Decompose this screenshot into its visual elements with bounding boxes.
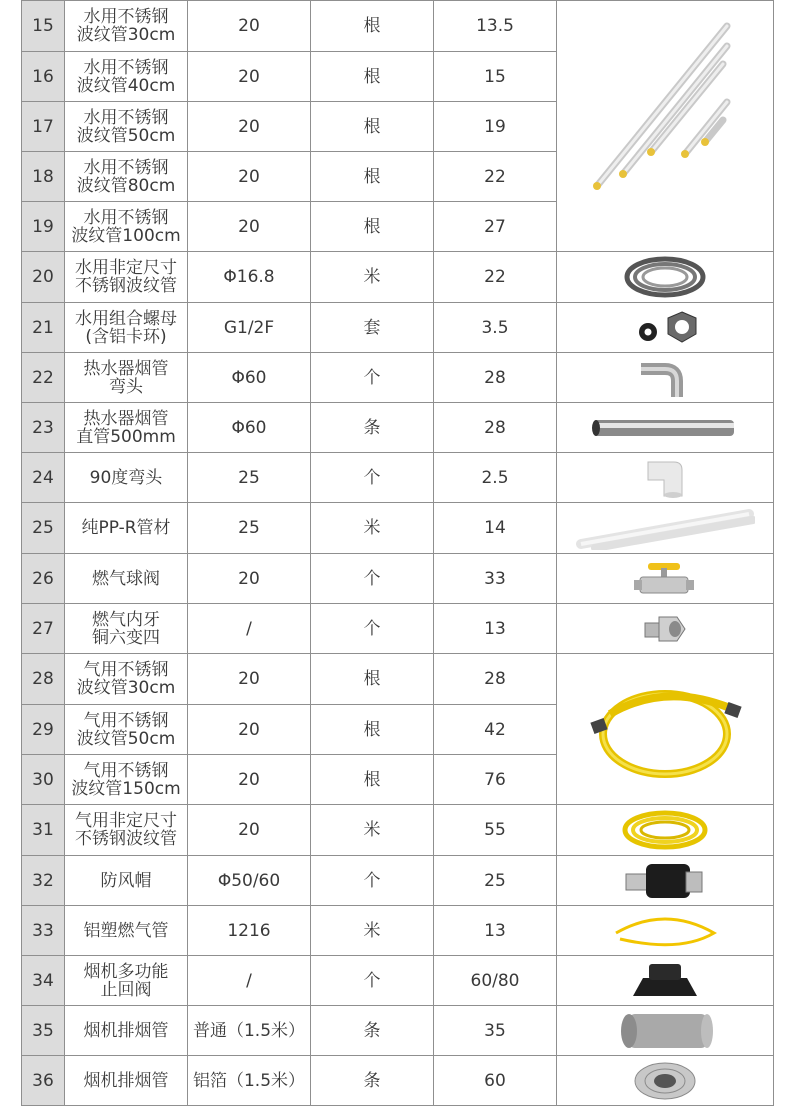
item-unit: 条 xyxy=(311,1056,434,1106)
product-image-check-valve xyxy=(557,956,774,1006)
item-number: 19 xyxy=(22,202,65,252)
item-spec: 20 xyxy=(188,654,311,705)
table-row xyxy=(22,252,774,303)
item-name: 水用非定尺寸 不锈钢波纹管 xyxy=(65,252,188,303)
item-number: 36 xyxy=(22,1056,65,1106)
item-price: 14 xyxy=(434,503,557,554)
brass-reducer-icon xyxy=(637,607,693,651)
table-row xyxy=(22,303,774,353)
item-name: 纯PP-R管材 xyxy=(65,503,188,554)
ppr-elbow-icon xyxy=(640,456,690,500)
item-number: 32 xyxy=(22,856,65,906)
item-price: 33 xyxy=(434,554,557,604)
item-price: 15 xyxy=(434,52,557,102)
item-price: 13 xyxy=(434,604,557,654)
item-price: 28 xyxy=(434,353,557,403)
item-price: 19 xyxy=(434,102,557,152)
price-table xyxy=(21,0,774,1106)
item-spec: 普通（1.5米） xyxy=(188,1006,311,1056)
product-image-flue-elbow xyxy=(557,353,774,403)
foil-exhaust-pipe-icon xyxy=(625,1058,705,1104)
item-unit: 条 xyxy=(311,1006,434,1056)
coiled-hose-icon xyxy=(620,255,710,299)
item-spec: 铝箔（1.5米） xyxy=(188,1056,311,1106)
table-row xyxy=(22,604,774,654)
table-row xyxy=(22,1,774,52)
item-spec: 25 xyxy=(188,503,311,554)
item-name: 燃气内牙 铜六变四 xyxy=(65,604,188,654)
item-name: 水用不锈钢 波纹管80cm xyxy=(65,152,188,202)
item-number: 20 xyxy=(22,252,65,303)
item-spec: G1/2F xyxy=(188,303,311,353)
item-unit: 根 xyxy=(311,755,434,805)
item-spec: Φ60 xyxy=(188,403,311,453)
item-name: 热水器烟管 直管500mm xyxy=(65,403,188,453)
item-unit: 个 xyxy=(311,856,434,906)
item-spec: Φ60 xyxy=(188,353,311,403)
table-row xyxy=(22,1006,774,1056)
item-price: 22 xyxy=(434,252,557,303)
item-name: 水用不锈钢 波纹管30cm xyxy=(65,1,188,52)
hex-nut-icon xyxy=(620,306,710,350)
item-name: 燃气球阀 xyxy=(65,554,188,604)
ppr-pipe-icon xyxy=(575,506,755,550)
flue-elbow-icon xyxy=(635,355,695,401)
item-number: 21 xyxy=(22,303,65,353)
item-number: 17 xyxy=(22,102,65,152)
item-unit: 套 xyxy=(311,303,434,353)
item-price: 76 xyxy=(434,755,557,805)
item-number: 28 xyxy=(22,654,65,705)
check-valve-icon xyxy=(625,958,705,1004)
item-price: 55 xyxy=(434,805,557,856)
table-row xyxy=(22,805,774,856)
item-number: 15 xyxy=(22,1,65,52)
item-number: 26 xyxy=(22,554,65,604)
stainless-corrugated-pipes-icon xyxy=(565,6,765,246)
item-price: 28 xyxy=(434,654,557,705)
table-row xyxy=(22,503,774,554)
yellow-gas-hose-icon xyxy=(580,664,750,794)
item-name: 水用不锈钢 波纹管100cm xyxy=(65,202,188,252)
item-spec: 20 xyxy=(188,755,311,805)
item-unit: 个 xyxy=(311,956,434,1006)
item-spec: 1216 xyxy=(188,906,311,956)
item-unit: 个 xyxy=(311,604,434,654)
product-image-ppr-pipe xyxy=(557,503,774,554)
wind-cap-icon xyxy=(620,858,710,904)
item-number: 18 xyxy=(22,152,65,202)
item-name: 烟机多功能 止回阀 xyxy=(65,956,188,1006)
product-image-wind-cap xyxy=(557,856,774,906)
item-price: 27 xyxy=(434,202,557,252)
item-spec: / xyxy=(188,604,311,654)
item-name: 烟机排烟管 xyxy=(65,1006,188,1056)
item-number: 16 xyxy=(22,52,65,102)
item-name: 90度弯头 xyxy=(65,453,188,503)
item-price: 42 xyxy=(434,705,557,755)
item-spec: 20 xyxy=(188,805,311,856)
item-number: 30 xyxy=(22,755,65,805)
item-spec: 20 xyxy=(188,152,311,202)
item-number: 22 xyxy=(22,353,65,403)
product-image-pvc-exhaust-pipe xyxy=(557,1006,774,1056)
aluminum-plastic-gas-pipe-icon xyxy=(610,913,720,949)
item-spec: Φ50/60 xyxy=(188,856,311,906)
item-price: 13.5 xyxy=(434,1,557,52)
item-spec: 20 xyxy=(188,1,311,52)
item-name: 气用不锈钢 波纹管50cm xyxy=(65,705,188,755)
table-row xyxy=(22,956,774,1006)
item-price: 60/80 xyxy=(434,956,557,1006)
item-number: 29 xyxy=(22,705,65,755)
item-spec: 20 xyxy=(188,554,311,604)
item-spec: 25 xyxy=(188,453,311,503)
item-spec: 20 xyxy=(188,705,311,755)
item-unit: 米 xyxy=(311,906,434,956)
item-number: 33 xyxy=(22,906,65,956)
table-row xyxy=(22,453,774,503)
item-spec: Φ16.8 xyxy=(188,252,311,303)
item-price: 28 xyxy=(434,403,557,453)
item-number: 25 xyxy=(22,503,65,554)
item-unit: 根 xyxy=(311,202,434,252)
item-unit: 根 xyxy=(311,102,434,152)
item-price: 35 xyxy=(434,1006,557,1056)
item-name: 铝塑燃气管 xyxy=(65,906,188,956)
table-row xyxy=(22,353,774,403)
item-spec: 20 xyxy=(188,202,311,252)
item-unit: 根 xyxy=(311,705,434,755)
item-number: 31 xyxy=(22,805,65,856)
item-price: 25 xyxy=(434,856,557,906)
item-price: 22 xyxy=(434,152,557,202)
product-image-stainless-pipes xyxy=(557,1,774,252)
table-row xyxy=(22,403,774,453)
product-image-yellow-gas-hose xyxy=(557,654,774,805)
item-number: 34 xyxy=(22,956,65,1006)
item-unit: 米 xyxy=(311,252,434,303)
item-unit: 米 xyxy=(311,503,434,554)
item-price: 3.5 xyxy=(434,303,557,353)
product-image-foil-exhaust-pipe xyxy=(557,1056,774,1106)
item-unit: 个 xyxy=(311,353,434,403)
item-name: 水用不锈钢 波纹管50cm xyxy=(65,102,188,152)
item-name: 防风帽 xyxy=(65,856,188,906)
item-unit: 个 xyxy=(311,453,434,503)
item-spec: 20 xyxy=(188,102,311,152)
product-image-aluminum-plastic-gas-pipe xyxy=(557,906,774,956)
item-unit: 条 xyxy=(311,403,434,453)
item-number: 27 xyxy=(22,604,65,654)
table-row xyxy=(22,906,774,956)
item-spec: 20 xyxy=(188,52,311,102)
item-unit: 根 xyxy=(311,52,434,102)
pvc-exhaust-pipe-icon xyxy=(615,1008,715,1054)
yellow-hose-coil-icon xyxy=(620,808,710,852)
item-price: 60 xyxy=(434,1056,557,1106)
product-image-brass-reducer xyxy=(557,604,774,654)
item-name: 气用不锈钢 波纹管150cm xyxy=(65,755,188,805)
item-name: 水用不锈钢 波纹管40cm xyxy=(65,52,188,102)
item-number: 24 xyxy=(22,453,65,503)
table-row xyxy=(22,856,774,906)
item-spec: / xyxy=(188,956,311,1006)
item-name: 气用非定尺寸 不锈钢波纹管 xyxy=(65,805,188,856)
product-image-coiled-hose xyxy=(557,252,774,303)
table-row xyxy=(22,554,774,604)
item-unit: 米 xyxy=(311,805,434,856)
product-image-hex-nut-set xyxy=(557,303,774,353)
item-name: 气用不锈钢 波纹管30cm xyxy=(65,654,188,705)
item-price: 13 xyxy=(434,906,557,956)
table-row xyxy=(22,654,774,705)
item-number: 35 xyxy=(22,1006,65,1056)
product-image-flue-straight-pipe xyxy=(557,403,774,453)
item-unit: 个 xyxy=(311,554,434,604)
item-number: 23 xyxy=(22,403,65,453)
flue-straight-pipe-icon xyxy=(590,413,740,443)
item-unit: 根 xyxy=(311,654,434,705)
gas-ball-valve-icon xyxy=(630,557,700,601)
product-image-gas-ball-valve xyxy=(557,554,774,604)
item-name: 水用组合螺母 (含铝卡环) xyxy=(65,303,188,353)
item-unit: 根 xyxy=(311,1,434,52)
item-name: 烟机排烟管 xyxy=(65,1056,188,1106)
item-price: 2.5 xyxy=(434,453,557,503)
product-image-ppr-elbow xyxy=(557,453,774,503)
item-unit: 根 xyxy=(311,152,434,202)
item-name: 热水器烟管 弯头 xyxy=(65,353,188,403)
table-row xyxy=(22,1056,774,1106)
product-image-yellow-hose-coil xyxy=(557,805,774,856)
